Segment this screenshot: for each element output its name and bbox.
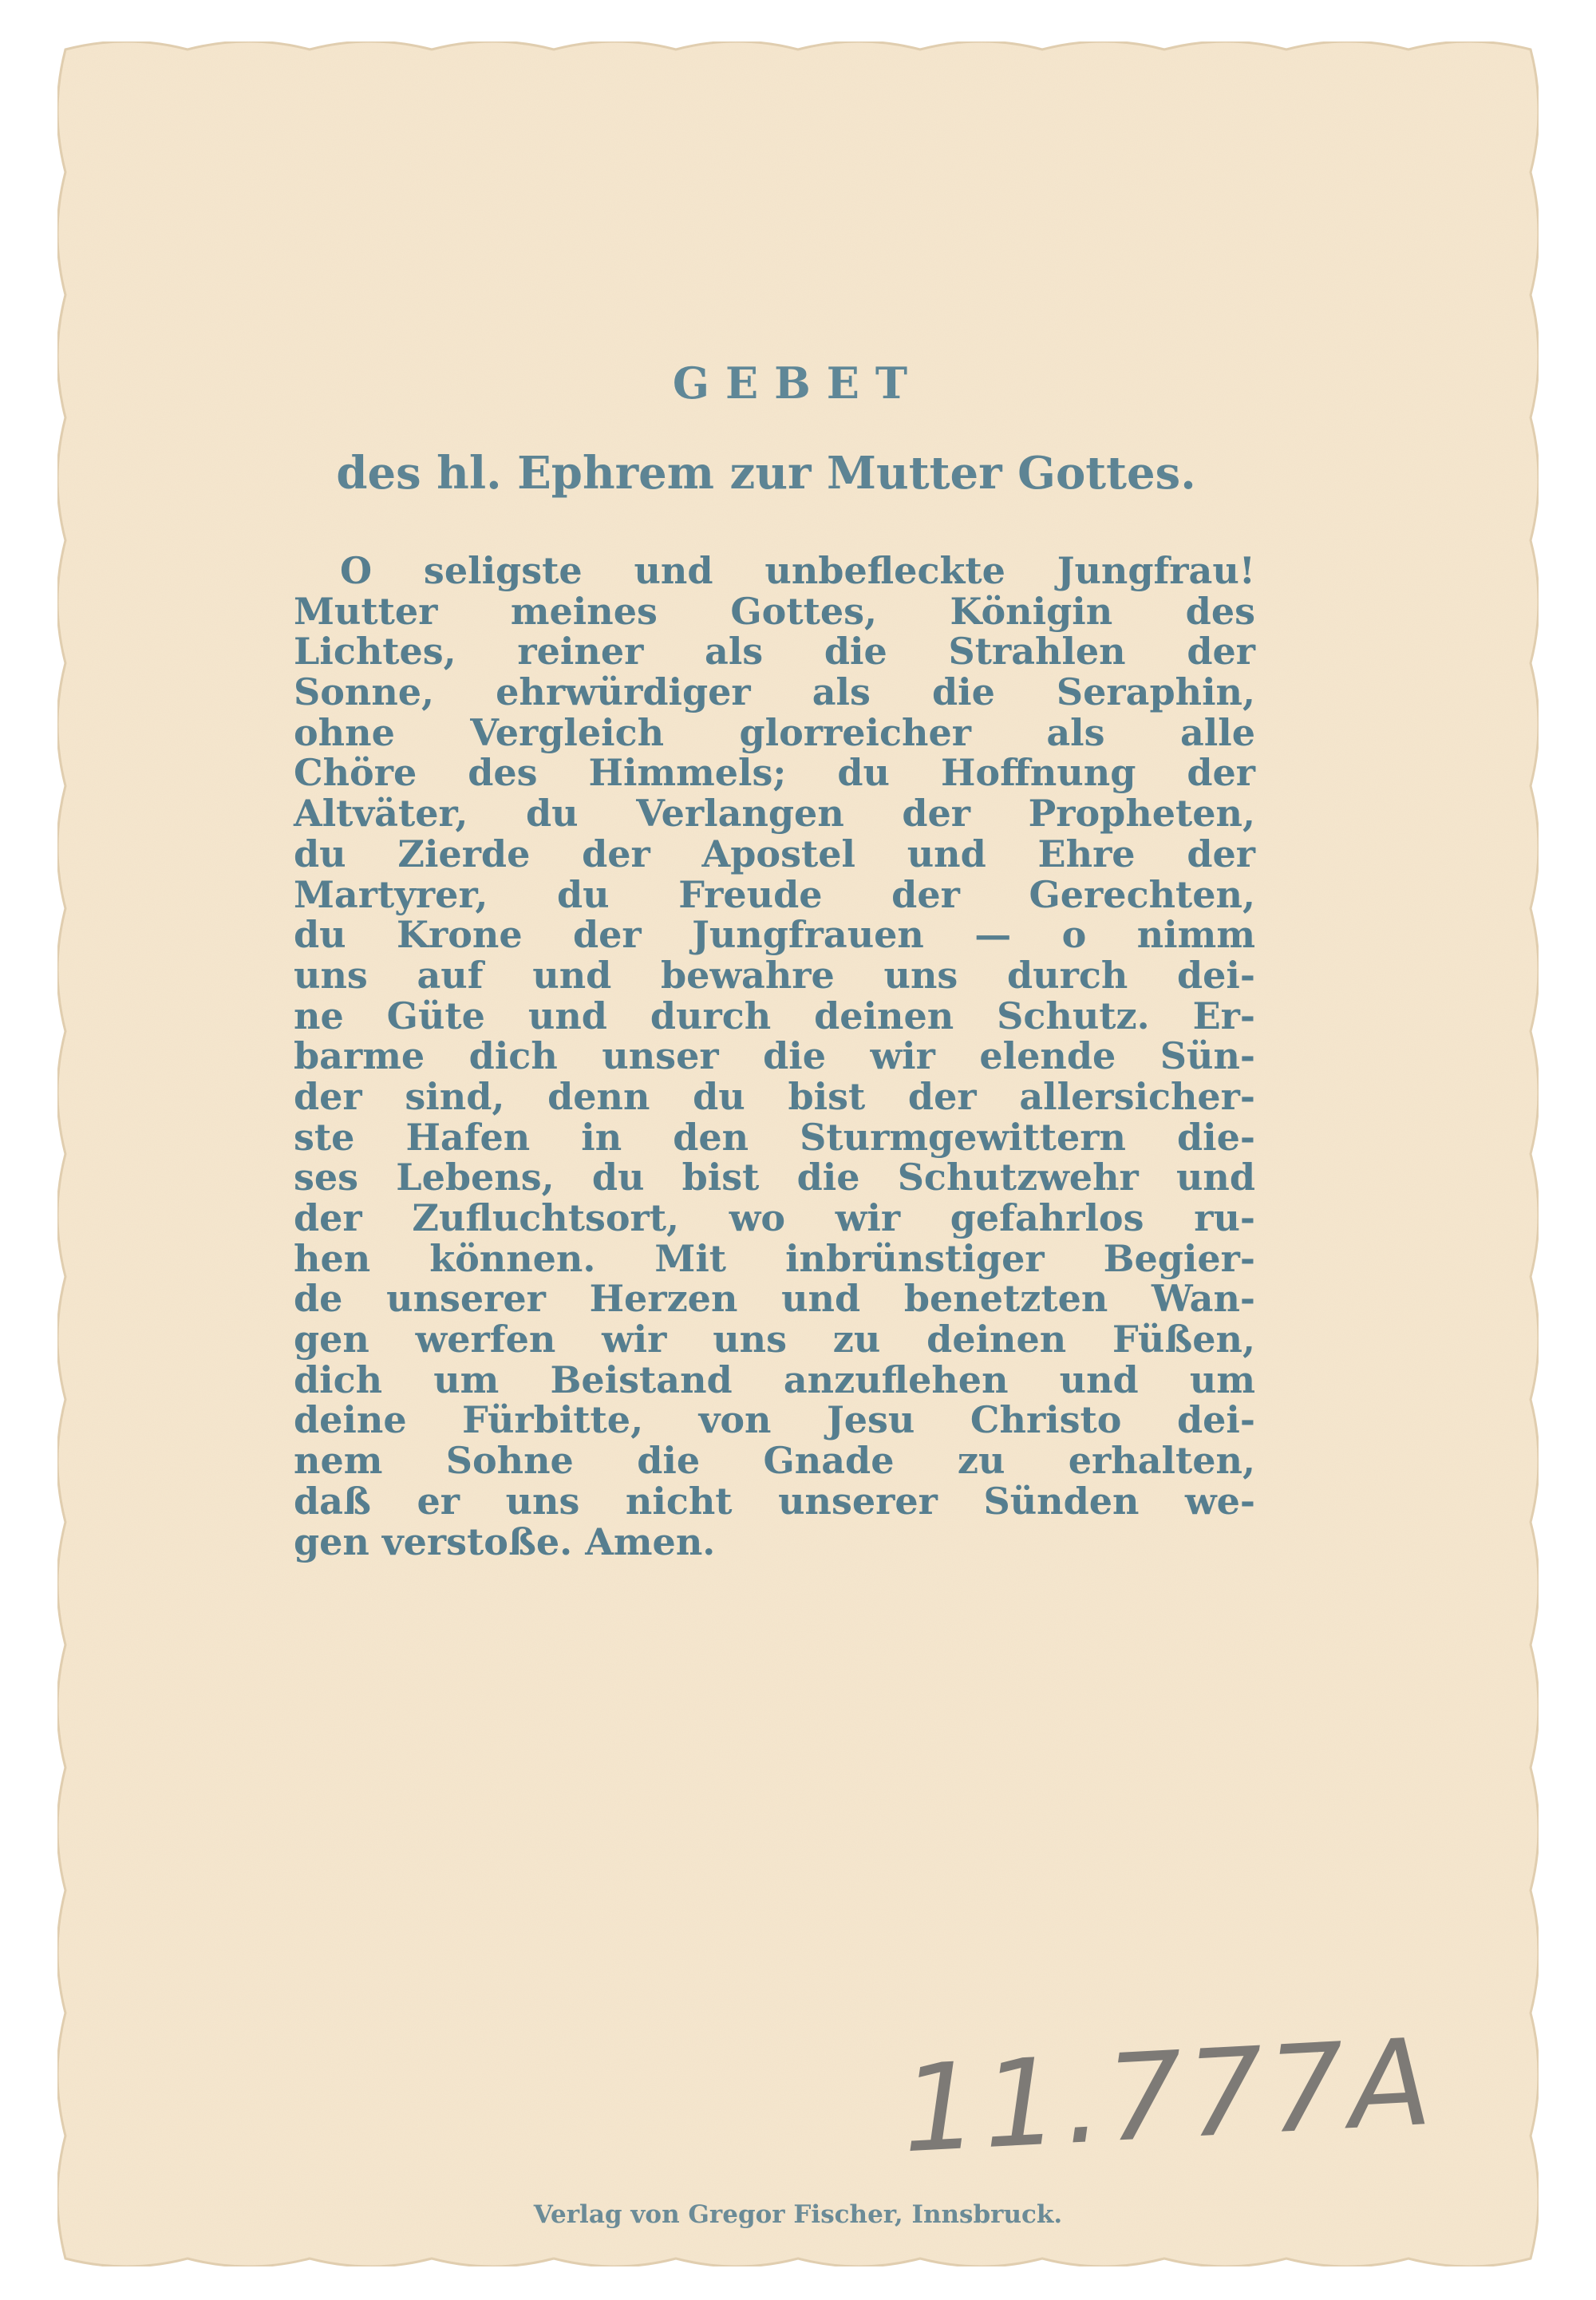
prayer-line: dich um Beistand anzuflehen und um	[294, 1357, 1255, 1401]
prayer-line: der Zufluchtsort, wo wir gefahrlos ru-	[294, 1196, 1255, 1239]
prayer-subtitle: des hl. Ephrem zur Mutter Gottes.	[336, 447, 1196, 500]
prayer-body	[294, 551, 1255, 1562]
prayer-line: nem Sohne die Gnade zu erhalten,	[294, 1439, 1255, 1483]
prayer-line: Martyrer, du Freude der Gerechten,	[294, 872, 1255, 916]
prayer-line: barme dich unser die wir elende Sün-	[294, 1034, 1255, 1078]
publisher-imprint: Verlag von Gregor Fischer, Innsbruck.	[533, 2200, 1063, 2229]
prayer-line: uns auf und bewahre uns durch dei-	[294, 953, 1255, 997]
prayer-line: gen werfen wir uns zu deinen Füßen,	[294, 1318, 1255, 1361]
prayer-line: O seligste und unbefleckte Jungfrau!	[340, 549, 1255, 592]
prayer-line: Chöre des Himmels; du Hoffnung der	[294, 751, 1255, 795]
prayer-line: ne Güte und durch deinen Schutz. Er-	[294, 994, 1255, 1037]
prayer-line: gen verstoße. Amen.	[294, 1520, 716, 1563]
prayer-line: Mutter meines Gottes, Königin des	[294, 589, 1255, 633]
prayer-line: de unserer Herzen und benetzten Wan-	[294, 1277, 1255, 1321]
prayer-line: ohne Vergleich glorreicher als alle	[294, 710, 1255, 754]
prayer-line: hen können. Mit inbrünstiger Begier-	[294, 1236, 1255, 1280]
prayer-line: Lichtes, reiner als die Strahlen der	[294, 630, 1255, 674]
prayer-line: ses Lebens, du bist die Schutzwehr und	[294, 1156, 1255, 1199]
prayer-line: du Krone der Jungfrauen — o nimm	[294, 913, 1255, 957]
prayer-line: der sind, denn du bist der allersicher-	[294, 1074, 1255, 1118]
prayer-line: deine Fürbitte, von Jesu Christo dei-	[294, 1398, 1255, 1442]
prayer-line: ste Hafen in den Sturmgewittern die-	[294, 1115, 1255, 1159]
prayer-line: Sonne, ehrwürdiger als die Seraphin,	[294, 670, 1255, 714]
prayer-line: daß er uns nicht unserer Sünden we-	[294, 1479, 1255, 1523]
prayer-title: GEBET	[672, 358, 924, 409]
handwritten-catalog-number: 11.777A	[898, 2013, 1440, 2180]
prayer-line: Altväter, du Verlangen der Propheten,	[294, 792, 1255, 836]
prayer-line: du Zierde der Apostel und Ehre der	[294, 832, 1255, 875]
